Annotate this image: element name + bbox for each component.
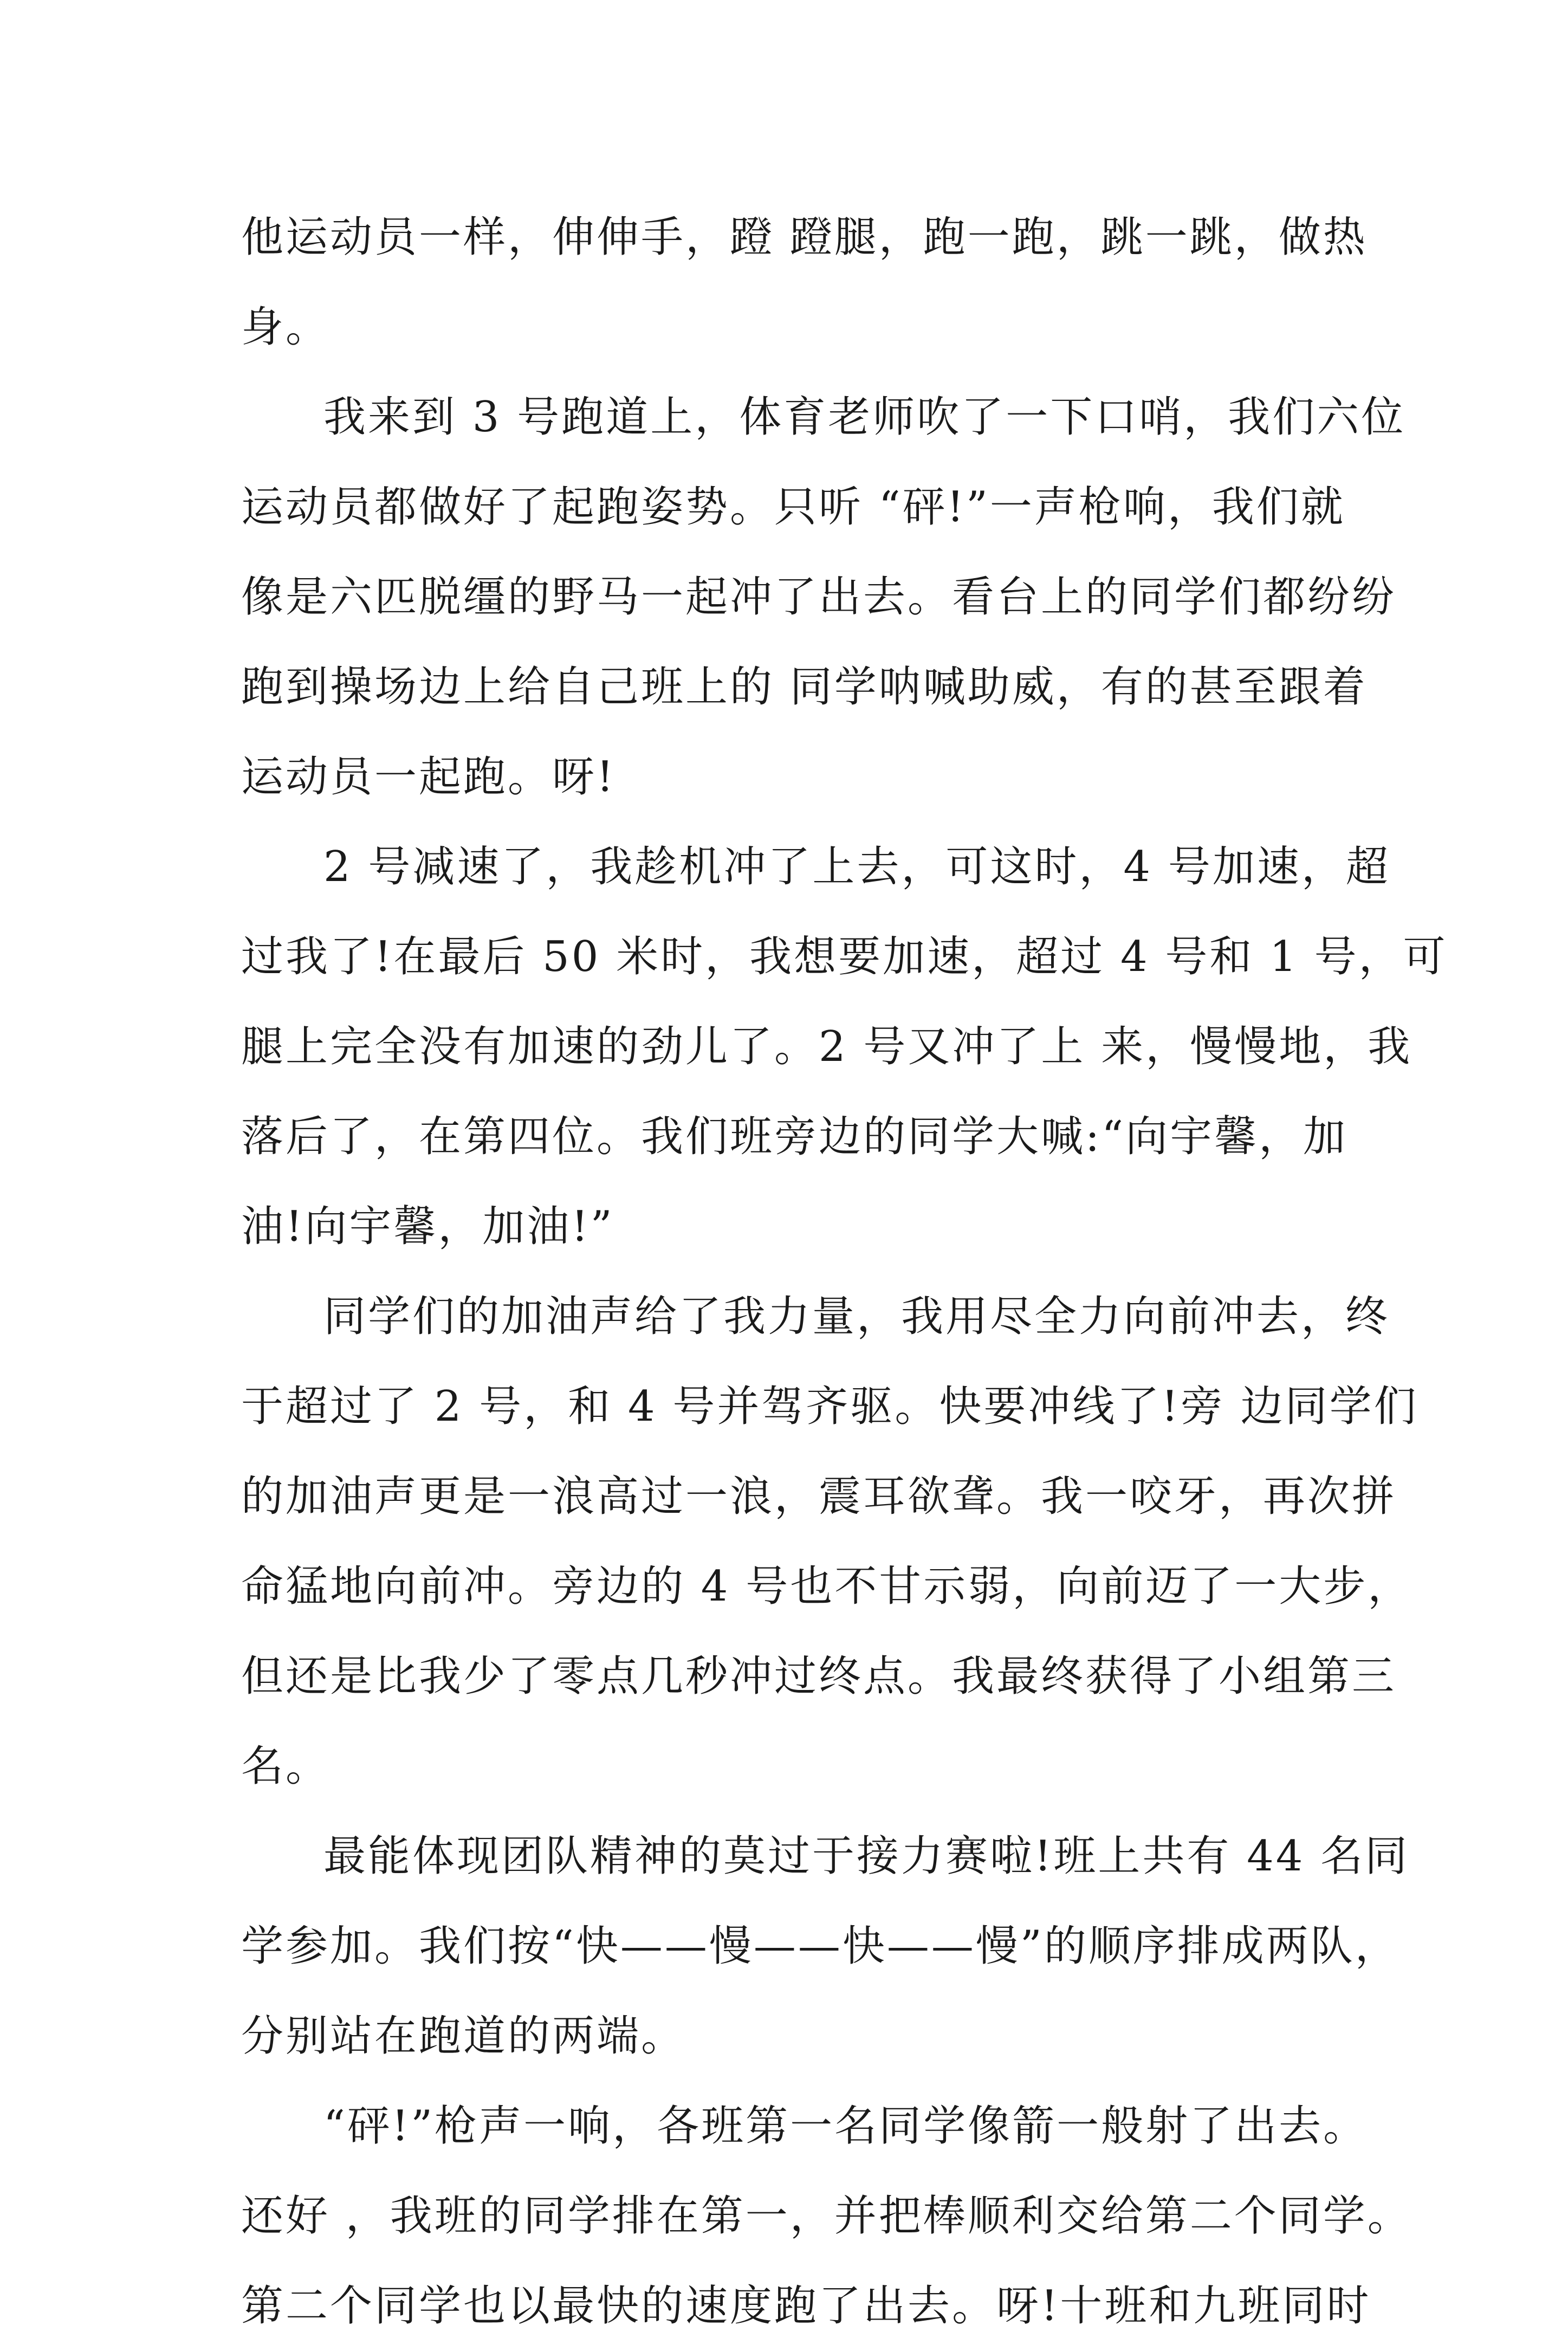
paragraph-2	[241, 372, 1406, 822]
text-line: 第二个同学也以最快的速度跑了出去。呀!十班和九班同时	[241, 2282, 1371, 2330]
text-line: 他运动员一样，伸伸手，蹬 蹬腿，跑一跑，跳一跳，做热	[241, 213, 1368, 262]
paragraph-6	[241, 2081, 1412, 2351]
paragraph-5	[241, 1811, 1410, 2081]
text-line: 最能体现团队精神的莫过于接力赛啦!班上共有 44 名同	[323, 1832, 1410, 1881]
text-line: 名。	[241, 1742, 331, 1791]
text-line: 过我了!在最后 50 米时，我想要加速，超过 4 号和 1 号，可	[241, 932, 1448, 981]
text-line: 同学们的加油声给了我力量，我用尽全力向前冲去，终	[323, 1292, 1390, 1341]
text-line: 油!向宇馨，加油!”	[241, 1202, 614, 1251]
text-line: 2 号减速了，我趁机冲了上去，可这时，4 号加速，超	[323, 843, 1390, 891]
text-line: 腿上完全没有加速的劲儿了。2 号又冲了上 来，慢慢地，我	[241, 1022, 1413, 1071]
text-line: 的加油声更是一浪高过一浪，震耳欲聋。我一咬牙，再次拼	[241, 1472, 1397, 1521]
paragraph-3	[241, 822, 1448, 1272]
text-line: 落后了，在第四位。我们班旁边的同学大喊:“向宇馨，加	[241, 1112, 1348, 1161]
text-line: 于超过了 2 号，和 4 号并驾齐驱。快要冲线了!旁 边同学们	[241, 1382, 1418, 1431]
text-line: 学参加。我们按“快——慢——快——慢”的顺序排成两队，	[241, 1922, 1399, 1971]
text-line: 运动员都做好了起跑姿势。只听 “砰!”一声枪响，我们就	[241, 483, 1345, 532]
text-line: 命猛地向前冲。旁边的 4 号也不甘示弱，向前迈了一大步，	[241, 1562, 1413, 1611]
text-line: 跑到操场边上给自己班上的 同学呐喊助威，有的甚至跟着	[241, 663, 1368, 711]
text-line: 还好 ，我班的同学排在第一，并把棒顺利交给第二个同学。	[241, 2192, 1412, 2240]
text-line: 身。	[241, 303, 331, 352]
document-body	[241, 192, 1448, 2351]
text-line: “砰!”枪声一响，各班第一名同学像箭一般射了出去。	[323, 2102, 1368, 2151]
text-line: 我来到 3 号跑道上，体育老师吹了一下口哨，我们六位	[323, 393, 1406, 442]
text-line: 像是六匹脱缰的野马一起冲了出去。看台上的同学们都纷纷	[241, 573, 1397, 621]
text-line: 但还是比我少了零点几秒冲过终点。我最终获得了小组第三	[241, 1652, 1397, 1701]
text-line: 运动员一起跑。呀!	[241, 753, 616, 801]
paragraph-4	[241, 1272, 1418, 1811]
text-line: 分别站在跑道的两端。	[241, 2012, 686, 2061]
paragraph-1	[241, 192, 1368, 372]
